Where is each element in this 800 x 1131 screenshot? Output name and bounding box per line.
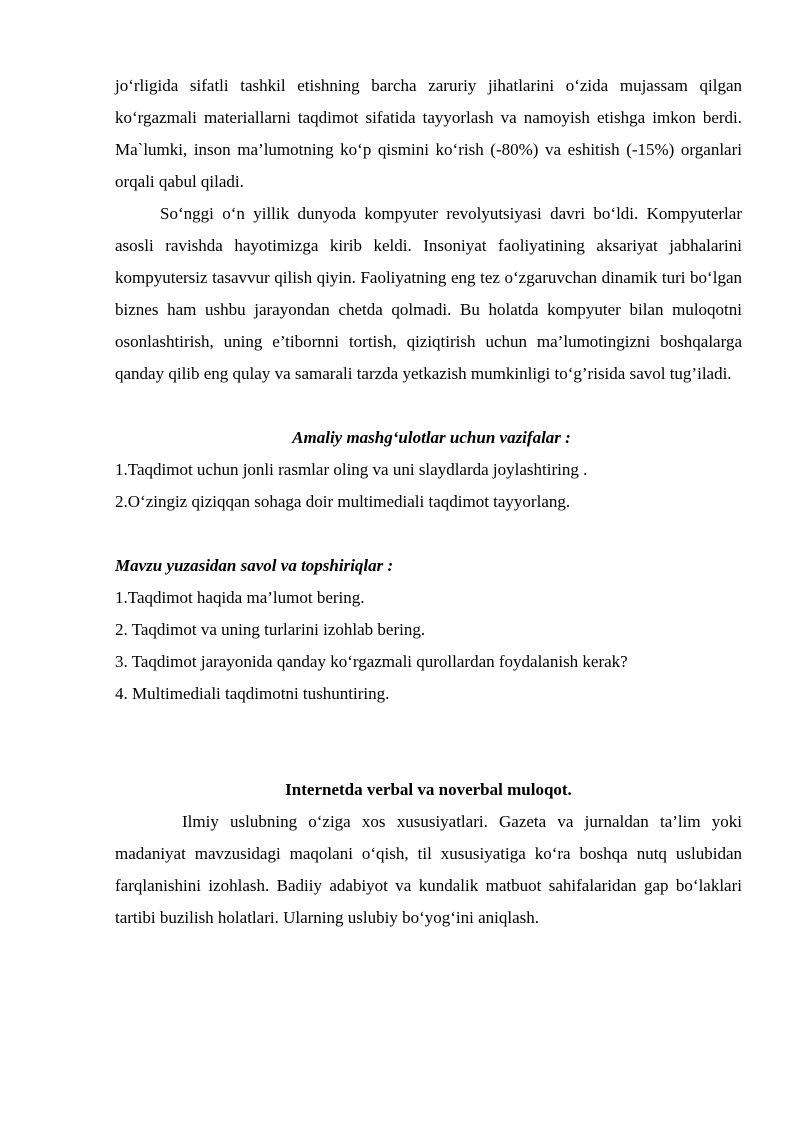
question-item-3: 3. Taqdimot jarayonida qanday ko‘rgazmali qurollardan foydalanish kerak? xyxy=(115,652,628,671)
questions-heading: Mavzu yuzasidan savol va topshiriqlar : xyxy=(115,556,394,575)
paragraph-intro-continuation: jo‘rligida sifatli tashkil etishning barcha zaruriy jihatlarini o‘zida mujassam qilgan ko‘rgazmali materiallarni taqdimot sifatida tayyorlash va namoyish etishga imkon berdi. Ma`lumki, inson ma’lumotning ko‘p qismini ko‘rish (-80%) va eshitish (-15%) organlari orqali qabul qiladi. xyxy=(115,76,742,191)
question-item-1: 1.Taqdimot haqida ma’lumot bering. xyxy=(115,588,365,607)
spacer xyxy=(115,710,742,774)
practical-tasks-heading: Amaliy mashg‘ulotlar uchun vazifalar : xyxy=(292,428,571,447)
question-item-2: 2. Taqdimot va uning turlarini izohlab bering. xyxy=(115,620,426,639)
section-body: Ilmiy uslubning o‘ziga xos xususiyatlari. Gazeta va jurnaldan ta’lim yoki madaniyat mavzusidagi maqolani o‘qish, til xususiyatiga ko‘ra boshqa nutq uslubidan farqlanishini izohlash. Badiiy adabiyot va kundalik matbuot sahifalaridan gap bo‘laklari tartibi buzilish holatlari. Ularning uslubiy bo‘yog‘ini aniqlash. xyxy=(115,812,742,927)
section-title: Internetda verbal va noverbal muloqot. xyxy=(285,780,572,799)
paragraph-computer-revolution: So‘nggi o‘n yillik dunyoda kompyuter revolyutsiyasi davri bo‘ldi. Kompyuterlar asosli ravishda hayotimizga kirib keldi. Insoniyat faoliyatining aksariyat jabhalarini kompyutersiz tasavvur qilish qiyin. Faoliyatning eng tez o‘zgaruvchan dinamik turi bo‘lgan biznes ham ushbu jarayondan chetda qolmadi. Bu holatda kompyuter bilan muloqotni osonlashtirish, uning e’tibornni tortish, qiziqtirish uchun ma’lumotingizni boshqalarga qanday qilib eng qulay va samarali tarzda yetkazish mumkinligi to‘g’risida savol tug’iladi. xyxy=(115,204,742,383)
spacer xyxy=(115,518,742,550)
spacer xyxy=(115,390,742,422)
practical-task-item-1: 1.Taqdimot uchun jonli rasmlar oling va uni slaydlarda joylashtiring . xyxy=(115,460,588,479)
document-page xyxy=(115,70,742,934)
practical-task-item-2: 2.O‘zingiz qiziqqan sohaga doir multimediali taqdimot tayyorlang. xyxy=(115,492,571,511)
question-item-4: 4. Multimediali taqdimotni tushuntiring. xyxy=(115,684,390,703)
